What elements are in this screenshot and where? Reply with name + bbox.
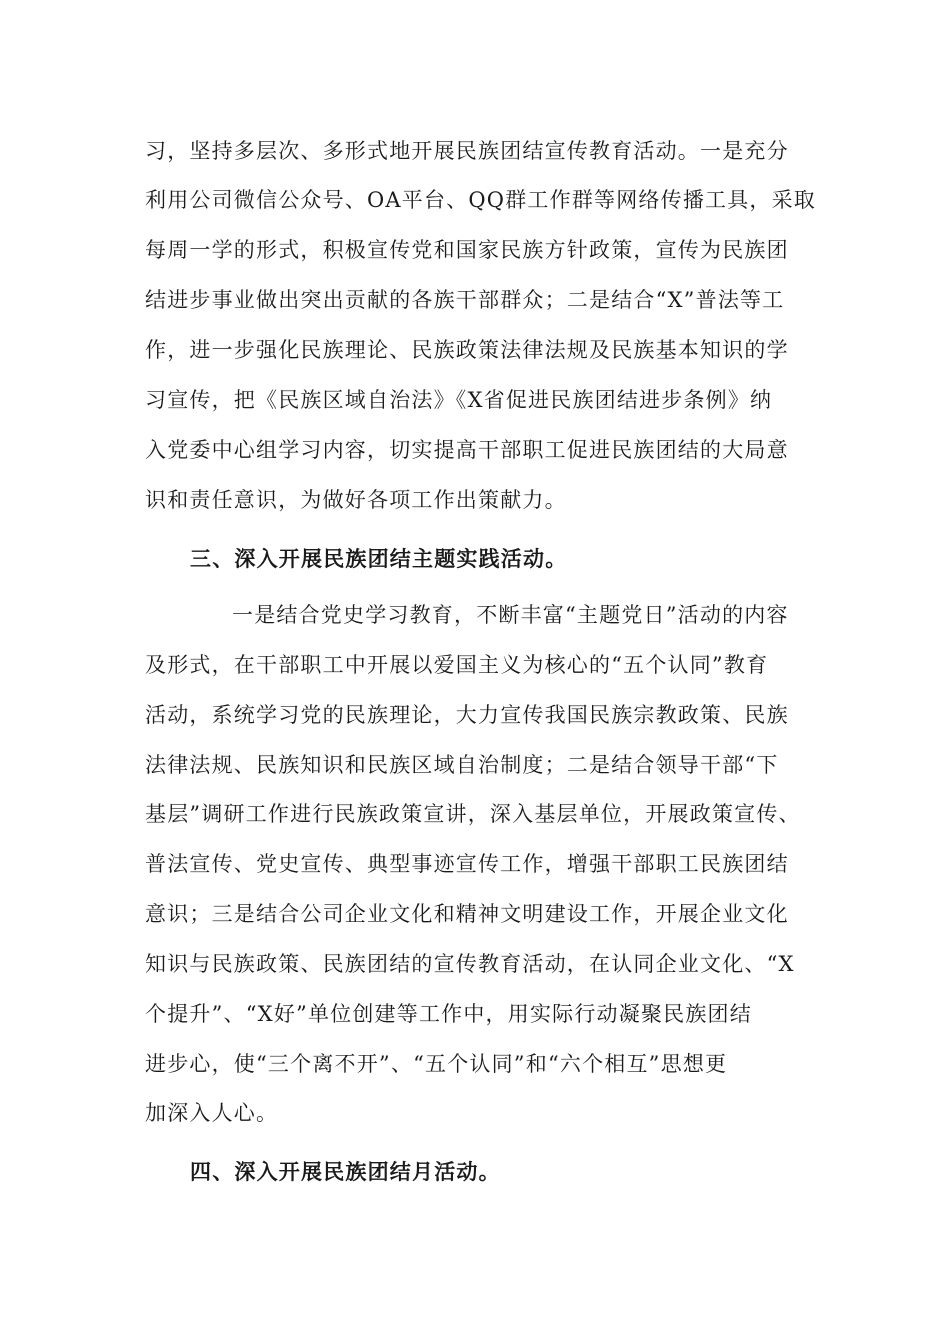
section-heading-3: 三、深入开展民族团结主题实践活动。 — [190, 546, 568, 571]
paragraph-line: 加深入人心。 — [145, 1101, 279, 1125]
paragraph-line: 利用公司微信公众号、OA平台、QQ群工作群等网络传播工具，采取 — [145, 188, 817, 212]
paragraph-line: 入党委中心组学习内容，切实提高干部职工促进民族团结的大局意 — [145, 438, 789, 462]
paragraph-line: 基层”调研工作进行民族政策宣讲，深入基层单位，开展政策宣传、 — [145, 802, 801, 826]
paragraph-line: 习宣传，把《民族区域自治法》《X省促进民族团结进步条例》纳 — [145, 388, 773, 412]
paragraph-line: 普法宣传、党史宣传、典型事迹宣传工作，增强干部职工民族团结 — [145, 852, 789, 876]
paragraph-line: 及形式，在干部职工中开展以爱国主义为核心的“五个认同”教育 — [145, 653, 769, 677]
paragraph-line: 进步心，使“三个离不开”、“五个认同”和“六个相互”思想更 — [145, 1052, 728, 1076]
paragraph-line: 识和责任意识，为做好各项工作出策献力。 — [145, 488, 567, 512]
paragraph-line: 作，进一步强化民族理论、民族政策法律法规及民族基本知识的学 — [145, 338, 789, 362]
paragraph-line: 习，坚持多层次、多形式地开展民族团结宣传教育活动。一是充分 — [145, 139, 789, 163]
paragraph-line: 一是结合党史学习教育，不断丰富“主题党日”活动的内容 — [232, 603, 789, 627]
paragraph-line: 法律法规、民族知识和民族区域自治制度；二是结合领导干部“下 — [145, 753, 779, 777]
section-heading-4: 四、深入开展民族团结月活动。 — [190, 1159, 501, 1184]
paragraph-line: 意识；三是结合公司企业文化和精神文明建设工作，开展企业文化 — [145, 902, 789, 926]
paragraph-line: 知识与民族政策、民族团结的宣传教育活动，在认同企业文化、“X — [145, 952, 795, 976]
paragraph-line: 个提升”、“X好”单位创建等工作中，用实际行动凝聚民族团结 — [145, 1002, 752, 1026]
paragraph-line: 每周一学的形式，积极宣传党和国家民族方针政策，宣传为民族团 — [145, 238, 789, 262]
paragraph-line: 活动，系统学习党的民族理论，大力宣传我国民族宗教政策、民族 — [145, 703, 789, 727]
paragraph-line: 结进步事业做出突出贡献的各族干部群众；二是结合“X”普法等工 — [145, 288, 785, 312]
